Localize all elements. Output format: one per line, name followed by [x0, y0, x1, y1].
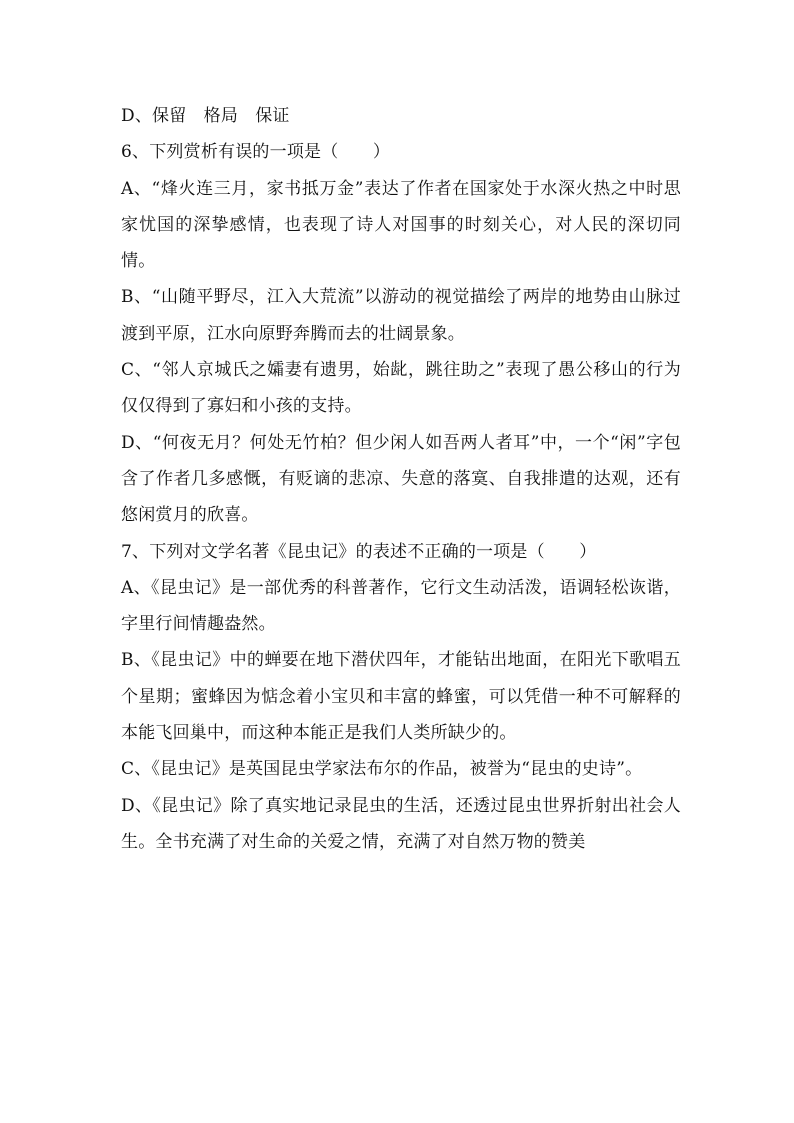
option-d-q5: D、保留 格局 保证 — [121, 106, 290, 126]
question-6: 6、下列赏析有误的一项是（ ） — [121, 142, 391, 163]
option-a-q6: A、“烽火连三月，家书抵万金”表达了作者在国家处于水深火热之中时思家忧国的深挚感情，也表现了诗人对国事的时刻关心，对人民的深切同情。 — [121, 178, 681, 272]
option-c-q7: C、《昆虫记》是英国昆虫学家法布尔的作品，被誉为“昆虫的史诗”。 — [121, 759, 643, 780]
option-b-q6: B、“山随平野尽，江入大荒流”以游动的视觉描绘了两岸的地势由山脉过渡到平原，江水向原野奔腾而去的壮阔景象。 — [121, 287, 681, 344]
option-a-q7: A、《昆虫记》是一部优秀的科普著作，它行文生动活泼，语调轻松诙谐，字里行间情趣盎然。 — [121, 577, 681, 635]
option-b-q7: B、《昆虫记》中的蝉要在地下潜伏四年，才能钻出地面，在阳光下歌唱五个星期；蜜蜂因为惦念着小宝贝和丰富的蜂蜜，可以凭借一种不可解释的本能飞回巢中，而这种本能正是我们人类所缺少的。 — [121, 650, 681, 744]
option-d-q6: D、“何夜无月？何处无竹柏？但少闲人如吾两人者耳”中，一个“闲”字包含了作者几多感慨，有贬谪的悲凉、失意的落寞、自我排遣的达观，还有悠闲赏月的欣喜。 — [121, 432, 681, 526]
document-body — [121, 98, 681, 860]
option-c-q6: C、“邻人京城氏之孀妻有遗男，始龀，跳往助之”表现了愚公移山的行为仅仅得到了寡妇和小孩的支持。 — [121, 360, 681, 417]
question-7: 7、下列对文学名著《昆虫记》的表述不正确的一项是（ ） — [121, 541, 597, 562]
option-d-q7: D、《昆虫记》除了真实地记录昆虫的生活，还透过昆虫世界折射出社会人生。全书充满了对生命的关爱之情，充满了对自然万物的赞美 — [121, 795, 681, 852]
